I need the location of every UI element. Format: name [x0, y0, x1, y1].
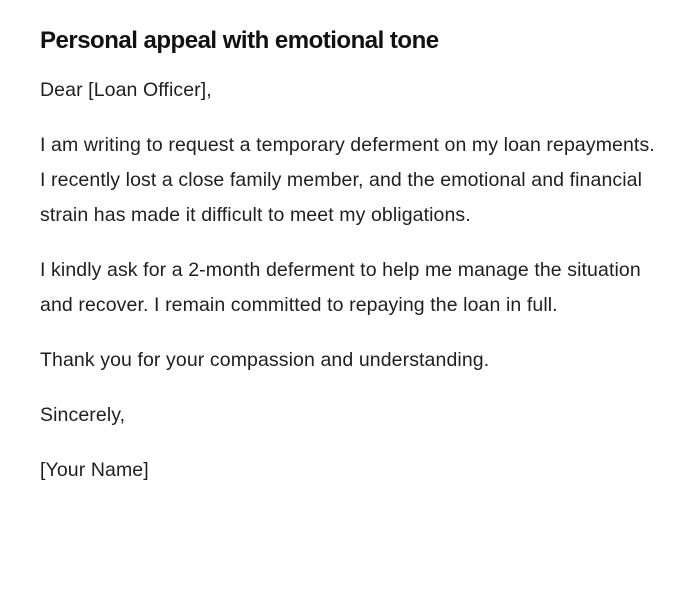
signature: [Your Name] — [40, 459, 149, 481]
closing: Sincerely, — [40, 404, 126, 426]
body-paragraph-1: I am writing to request a temporary deferment on my loan repayments. I recently lost a close family member, and the emotional and financial strain has made it difficult to meet my obligations. — [40, 134, 655, 226]
body-paragraph-3: Thank you for your compassion and understanding. — [40, 349, 490, 371]
letter-title: Personal appeal with emotional tone — [40, 27, 439, 54]
salutation: Dear [Loan Officer], — [40, 79, 212, 101]
body-paragraph-2: I kindly ask for a 2-month deferment to help me manage the situation and recover. I remain committed to repaying the loan in full. — [40, 259, 641, 316]
